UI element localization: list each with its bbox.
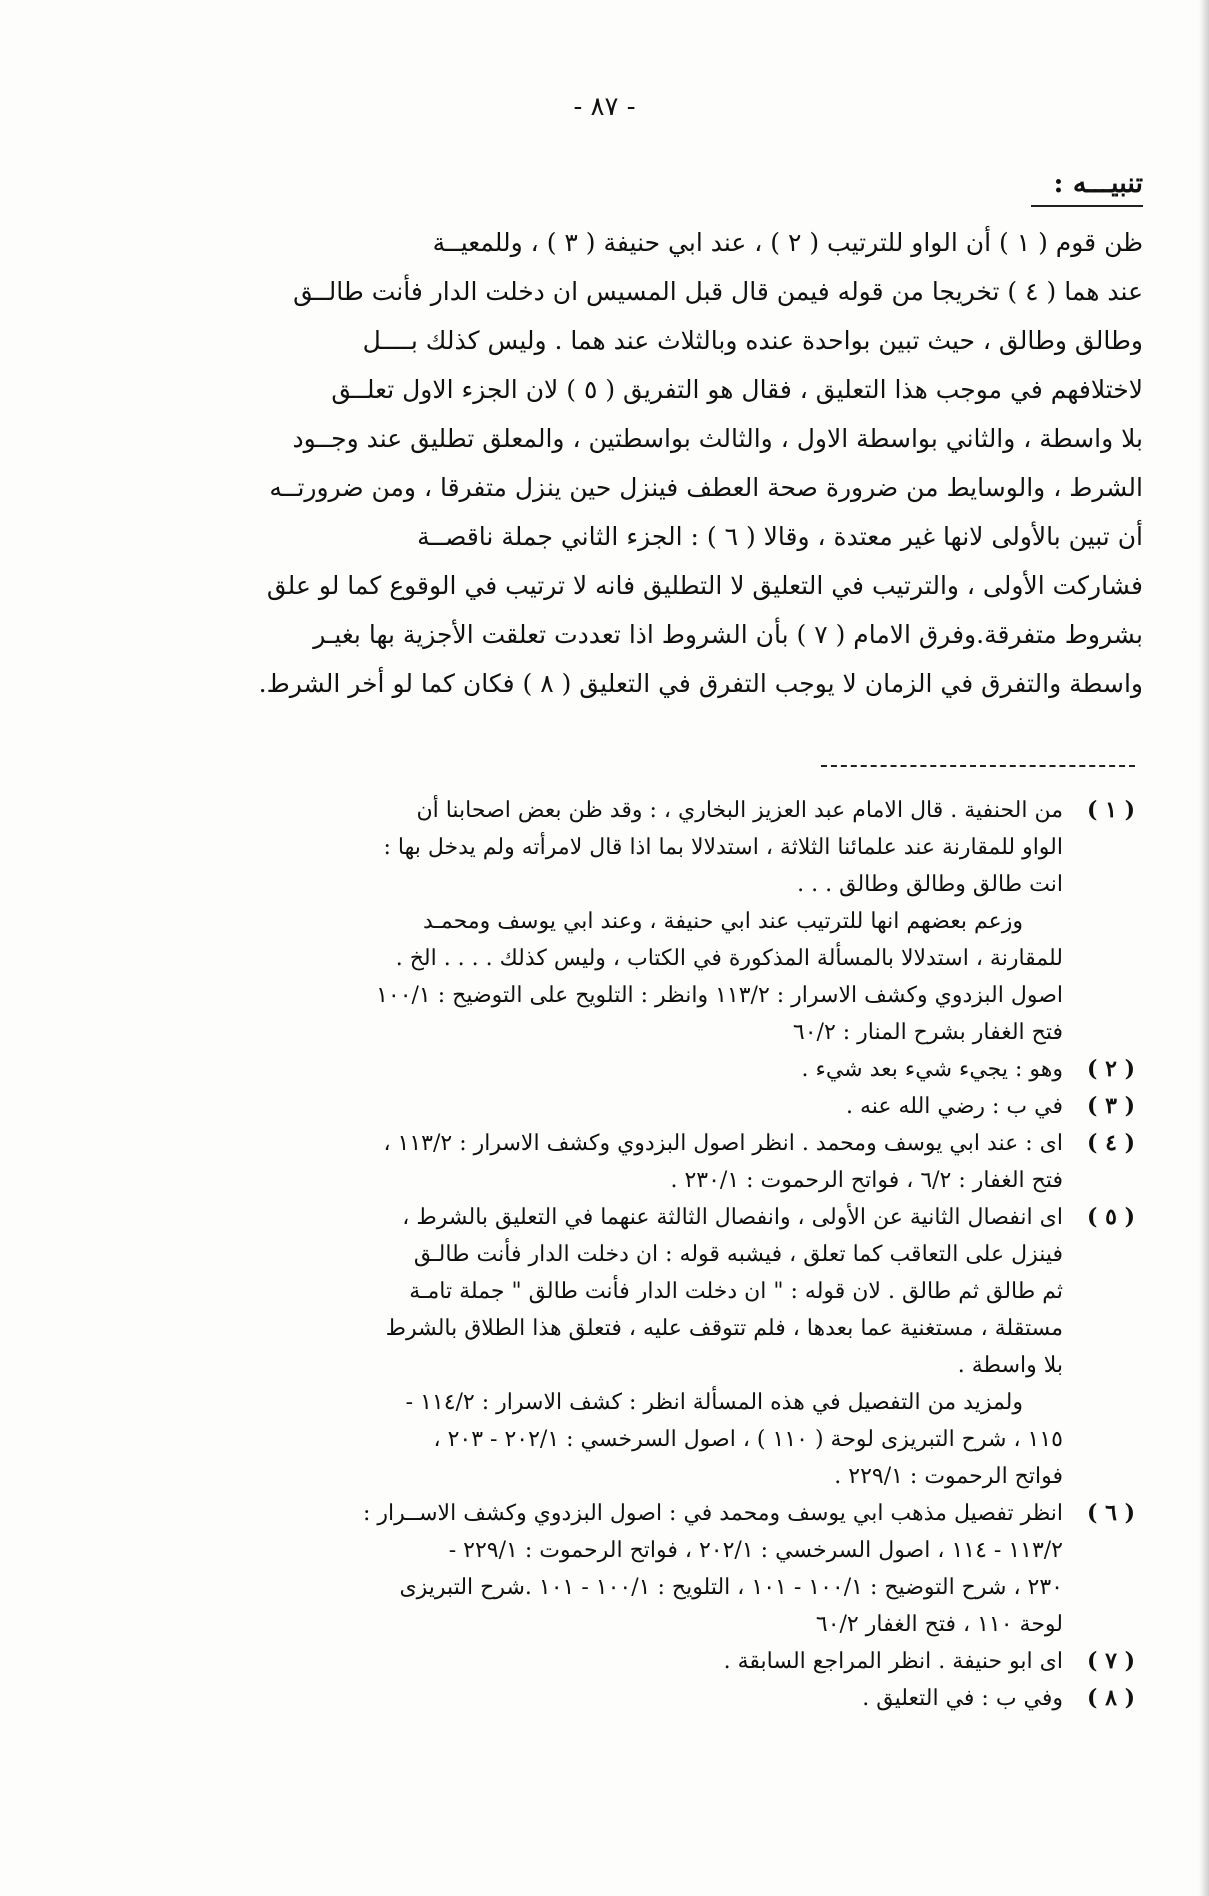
scan-edge-shadow — [1199, 0, 1209, 1896]
page-number: - ٨٧ - — [573, 92, 636, 122]
footnote — [90, 1125, 1143, 1199]
footnote-line: بلا واسطة . — [957, 1353, 1063, 1378]
main-text-line: وطالق وطالق ، حيث تبين بواحدة عنده وبالثلاث عند هما . وليس كذلك بــــل — [362, 326, 1143, 355]
footnote — [90, 1495, 1143, 1643]
footnote-line: اى : عند ابي يوسف ومحمد . انظر اصول البزدوي وكشف الاسرار : ١١٣/٢ ، — [383, 1131, 1063, 1156]
footnote-line: فتح الغفار بشرح المنار : ٦٠/٢ — [792, 1020, 1063, 1045]
section-heading: تنبيـــه : — [1031, 168, 1143, 207]
main-text-line: عند هما ( ٤ ) تخريجا من قوله فيمن قال قبل المسيس ان دخلت الدار فأنت طالــق — [293, 277, 1143, 306]
footnote-line: فواتح الرحموت : ٢٢٩/١ . — [834, 1464, 1063, 1489]
main-text-line: واسطة والتفرق في الزمان لا يوجب التفرق في التعليق ( ٨ ) فكان كما لو أخر الشرط. — [258, 669, 1143, 698]
footnotes — [90, 792, 1143, 1717]
main-text-line: بشروط متفرقة.وفرق الامام ( ٧ ) بأن الشروط اذا تعددت تعلقت الأجزية بها بغيـر — [313, 620, 1143, 649]
footnote-line: اى انفصال الثانية عن الأولى ، وانفصال الثالثة عنهما في التعليق بالشرط ، — [402, 1205, 1063, 1230]
footnote-number: ( ٢ ) — [1087, 1056, 1135, 1082]
footnote-separator — [821, 765, 1135, 767]
footnote-line: انظر تفصيل مذهب ابي يوسف ومحمد في : اصول البزدوي وكشف الاســرار : — [362, 1501, 1063, 1526]
footnote-line: اصول البزدوي وكشف الاسرار : ١١٣/٢ وانظر : التلويح على التوضيح : ١٠٠/١ — [376, 983, 1063, 1008]
footnote-line: انت طالق وطالق وطالق . . . — [797, 872, 1063, 897]
footnote-line: فتح الغفار : ٦/٢ ، فواتح الرحموت : ٢٣٠/١ . — [670, 1168, 1063, 1193]
footnote-line: وهو : يجيء شيء بعد شيء . — [801, 1057, 1063, 1082]
main-text-line: لاختلافهم في موجب هذا التعليق ، فقال هو التفريق ( ٥ ) لان الجزء الاول تعلــق — [331, 375, 1143, 404]
main-text-line: ظن قوم ( ١ ) أن الواو للترتيب ( ٢ ) ، عند ابي حنيفة ( ٣ ) ، وللمعيــة — [432, 228, 1143, 257]
footnote-line: لوحة ١١٠ ، فتح الغفار ٦٠/٢ — [815, 1612, 1063, 1637]
main-text-line: أن تبين بالأولى لانها غير معتدة ، وقالا ( ٦ ) : الجزء الثاني جملة ناقصــة — [417, 522, 1143, 551]
footnote-number: ( ٨ ) — [1087, 1685, 1135, 1711]
main-text-line: فشاركت الأولى ، والترتيب في التعليق لا التطليق فانه لا ترتيب في الوقوع كما لو علق — [266, 571, 1143, 600]
footnote-line: ٢٣٠ ، شرح التوضيح : ١٠٠/١ - ١٠١ ، التلويح : ١٠٠/١ - ١٠١ .شرح التبريزى — [399, 1575, 1063, 1600]
footnote — [90, 1199, 1143, 1495]
footnote-line: في ب : رضي الله عنه . — [845, 1094, 1063, 1119]
footnote-line: ثم طالق ثم طالق . لان قوله : " ان دخلت الدار فأنت طالق " جملة تامـة — [409, 1279, 1063, 1304]
footnote — [90, 1088, 1143, 1125]
footnote-number: ( ١ ) — [1087, 797, 1135, 823]
footnote-number: ( ٦ ) — [1087, 1500, 1135, 1526]
footnote-line: الواو للمقارنة عند علمائنا الثلاثة ، استدلالا بما اذا قال لامرأته ولم يدخل بها : — [383, 835, 1063, 860]
footnote-line: ١١٥ ، شرح التبريزى لوحة ( ١١٠ ) ، اصول السرخسي : ٢٠٢/١ - ٢٠٣ ، — [433, 1427, 1063, 1452]
footnote-number: ( ٥ ) — [1087, 1204, 1135, 1230]
footnote-line: من الحنفية . قال الامام عبد العزيز البخاري ، : وقد ظن بعض اصحابنا أن — [416, 798, 1063, 823]
footnote — [90, 1643, 1143, 1680]
footnote — [90, 1051, 1143, 1088]
footnote-line: فينزل على التعاقب كما تعلق ، فيشبه قوله : ان دخلت الدار فأنت طالـق — [413, 1242, 1063, 1267]
footnote-number: ( ٣ ) — [1087, 1093, 1135, 1119]
main-text — [150, 218, 1143, 708]
footnote-line: ١١٣/٢ - ١١٤ ، اصول السرخسي : ٢٠٢/١ ، فواتح الرحموت : ٢٢٩/١ - — [448, 1538, 1063, 1563]
footnote-line: للمقارنة ، استدلالا بالمسألة المذكورة في الكتاب ، وليس كذلك . . . . الخ . — [395, 946, 1063, 971]
footnote — [90, 792, 1143, 1051]
footnote-number: ( ٧ ) — [1087, 1648, 1135, 1674]
footnote-line: اى ابو حنيفة . انظر المراجع السابقة . — [723, 1649, 1063, 1674]
footnote-line: ولمزيد من التفصيل في هذه المسألة انظر : كشف الاسرار : ١١٤/٢ - — [405, 1390, 1023, 1415]
footnote-line: وزعم بعضهم انها للترتيب عند ابي حنيفة ، وعند ابي يوسف ومحمـد — [422, 909, 1023, 934]
main-text-line: بلا واسطة ، والثاني بواسطة الاول ، والثالث بواسطتين ، والمعلق تطليق عند وجــود — [292, 424, 1143, 453]
footnote-line: مستقلة ، مستغنية عما بعدها ، فلم تتوقف عليه ، فتعلق هذا الطلاق بالشرط — [385, 1316, 1063, 1341]
main-text-line: الشرط ، والوسايط من ضرورة صحة العطف فينزل حين ينزل متفرقا ، ومن ضرورتــه — [269, 473, 1143, 502]
footnote-number: ( ٤ ) — [1087, 1130, 1135, 1156]
footnote-line: وفي ب : في التعليق . — [862, 1686, 1063, 1711]
footnote — [90, 1680, 1143, 1717]
